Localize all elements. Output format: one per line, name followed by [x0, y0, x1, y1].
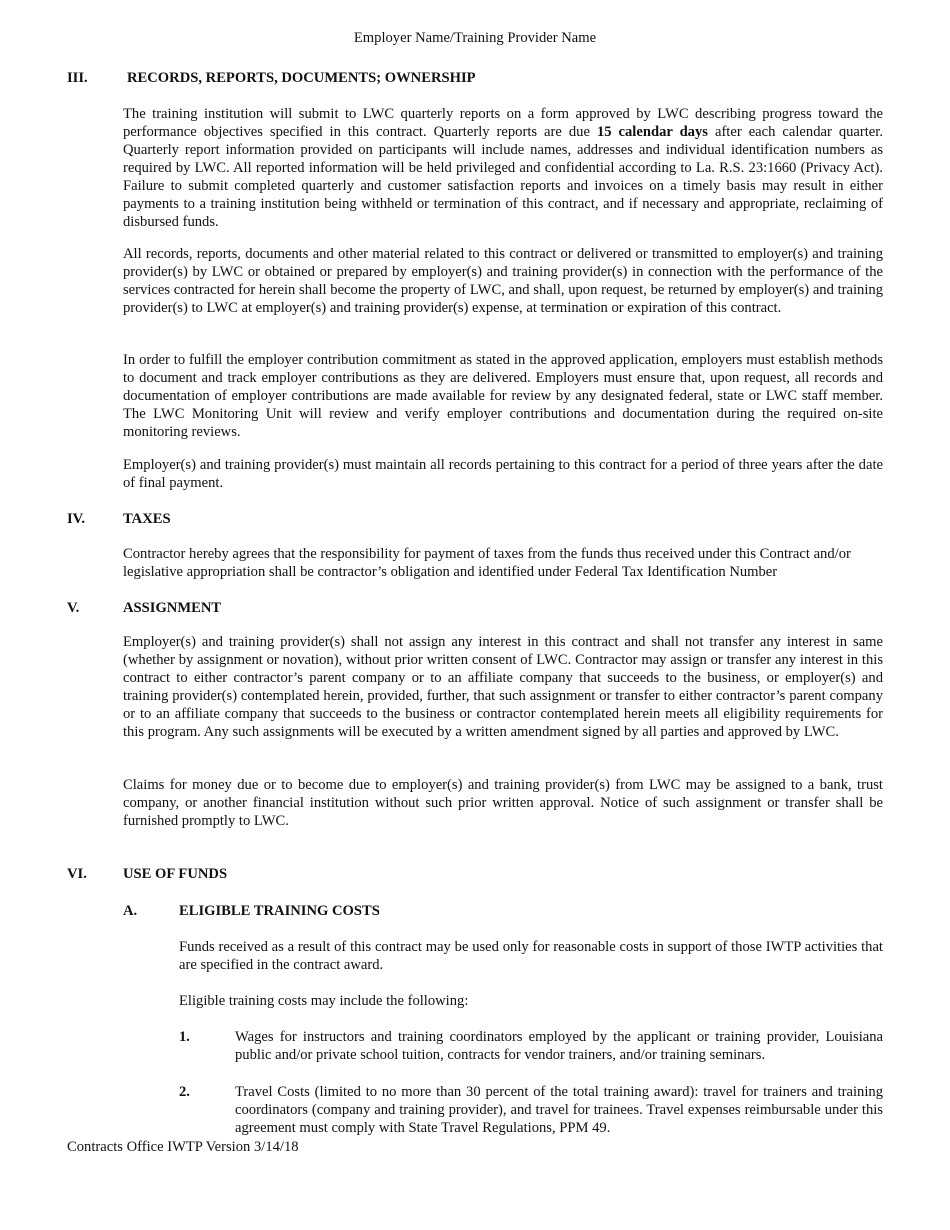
section-title: RECORDS, REPORTS, DOCUMENTS; OWNERSHIP	[127, 70, 476, 86]
records-paragraph-1	[123, 105, 883, 231]
taxes-paragraph: Contractor hereby agrees that the responsibility for payment of taxes from the funds thus received under this Contract and/or legislative appropriation shall be contractor’s obligation and identified under Federal Tax Identification Number	[123, 546, 851, 580]
section-heading-records	[67, 69, 476, 87]
records-paragraph-4: Employer(s) and training provider(s) must maintain all records pertaining to this contract for a period of three years after the date of final payment.	[123, 457, 883, 491]
section-number: VI.	[67, 866, 87, 882]
list-item-number: 2.	[179, 1084, 190, 1100]
subsection-number: A.	[123, 903, 138, 919]
section-title: ASSIGNMENT	[123, 600, 222, 616]
eligible-costs-paragraph-1: Funds received as a result of this contract may be used only for reasonable costs in support of those IWTP activities that are specified in the contract award.	[179, 939, 883, 973]
section-title: USE OF FUNDS	[123, 866, 228, 882]
subsection-title: ELIGIBLE TRAINING COSTS	[179, 903, 380, 919]
section-heading-taxes	[67, 510, 171, 528]
subsection-heading-eligible-costs	[123, 902, 380, 920]
page-header: Employer Name/Training Provider Name	[353, 30, 597, 46]
list-item-text: Wages for instructors and training coordinators employed by the applicant or training provider, Louisiana public and/or private school tuition, contracts for vendor trainers, and/or training seminars.	[235, 1029, 883, 1063]
records-paragraph-2: All records, reports, documents and other material related to this contract or delivered or transmitted to employer(s) and training provider(s) by LWC or obtained or prepared by employer(s) and training provider(s) in connection with the performance of the services contracted for herein shall become the property of LWC, and shall, upon request, be returned by employer(s) and training provider(s) to LWC at employer(s) and training provider(s) expense, at termination or expiration of this contract.	[123, 246, 883, 316]
section-number: III.	[67, 70, 88, 86]
list-item-number: 1.	[179, 1029, 190, 1045]
assignment-paragraph-1: Employer(s) and training provider(s) shall not assign any interest in this contract and shall not transfer any interest in same (whether by assignment or novation), without prior written consent of LWC. Contractor may assign or transfer any interest in this contract to either contractor’s parent company or to an affiliate company that succeeds to the business, or employer(s) and training provider(s) contemplated herein, provided, further, that such assignment or transfer to either contractor’s parent company or to an affiliate company that succeeds to the business or contractor contemplated herein meets all eligibility requirements for this program. Any such assignments will be executed by a written amendment signed by all parties and approved by LWC.	[123, 634, 883, 740]
records-paragraph-3: In order to fulfill the employer contribution commitment as stated in the approved application, employers must establish methods to document and track employer contributions as they are delivered. Employers must ensure that, upon request, all records and documentation of employer contributions are made available for review by any designated federal, state or LWC staff member. The LWC Monitoring Unit will review and verify employer contributions and documentation during the required on-site monitoring reviews.	[123, 352, 883, 440]
assignment-paragraph-2: Claims for money due or to become due to employer(s) and training provider(s) from LWC may be assigned to a bank, trust company, or another financial institution without such prior written approval. Notice of such assignment or transfer shall be furnished promptly to LWC.	[123, 777, 883, 829]
section-title: TAXES	[123, 511, 171, 527]
section-number: IV.	[67, 511, 85, 527]
bold-text: 15 calendar days	[596, 124, 708, 140]
section-number: V.	[67, 600, 80, 616]
eligible-costs-paragraph-2: Eligible training costs may include the following:	[179, 993, 469, 1009]
text-span: after each calendar quarter. Quarterly report information provided on participants will include names, addresses and individual identification numbers as required by LWC. All reported information will be held privileged and confidential according to La. R.S. 23:1660 (Privacy Act). Failure to submit completed quarterly and customer satisfaction reports and invoices on a timely basis may result in either payments to a training institution being withheld or termination of this contract, and if necessary and appropriate, reclaiming of disbursed funds.	[123, 124, 883, 230]
section-heading-use-of-funds	[67, 865, 227, 883]
section-heading-assignment	[67, 599, 221, 617]
list-item-text: Travel Costs (limited to no more than 30 percent of the total training award): travel for trainers and training coordinators (company and training provider), and travel for trainees. Travel expenses reimbursable under this agreement must comply with State Travel Regulations, PPM 49.	[235, 1084, 883, 1136]
text-span: The training institution will submit to LWC quarterly reports on a form approved by LWC describing progress toward the performance objectives specified in this contract. Quarterly reports are due	[123, 106, 883, 140]
page-footer: Contracts Office IWTP Version 3/14/18	[67, 1139, 299, 1155]
